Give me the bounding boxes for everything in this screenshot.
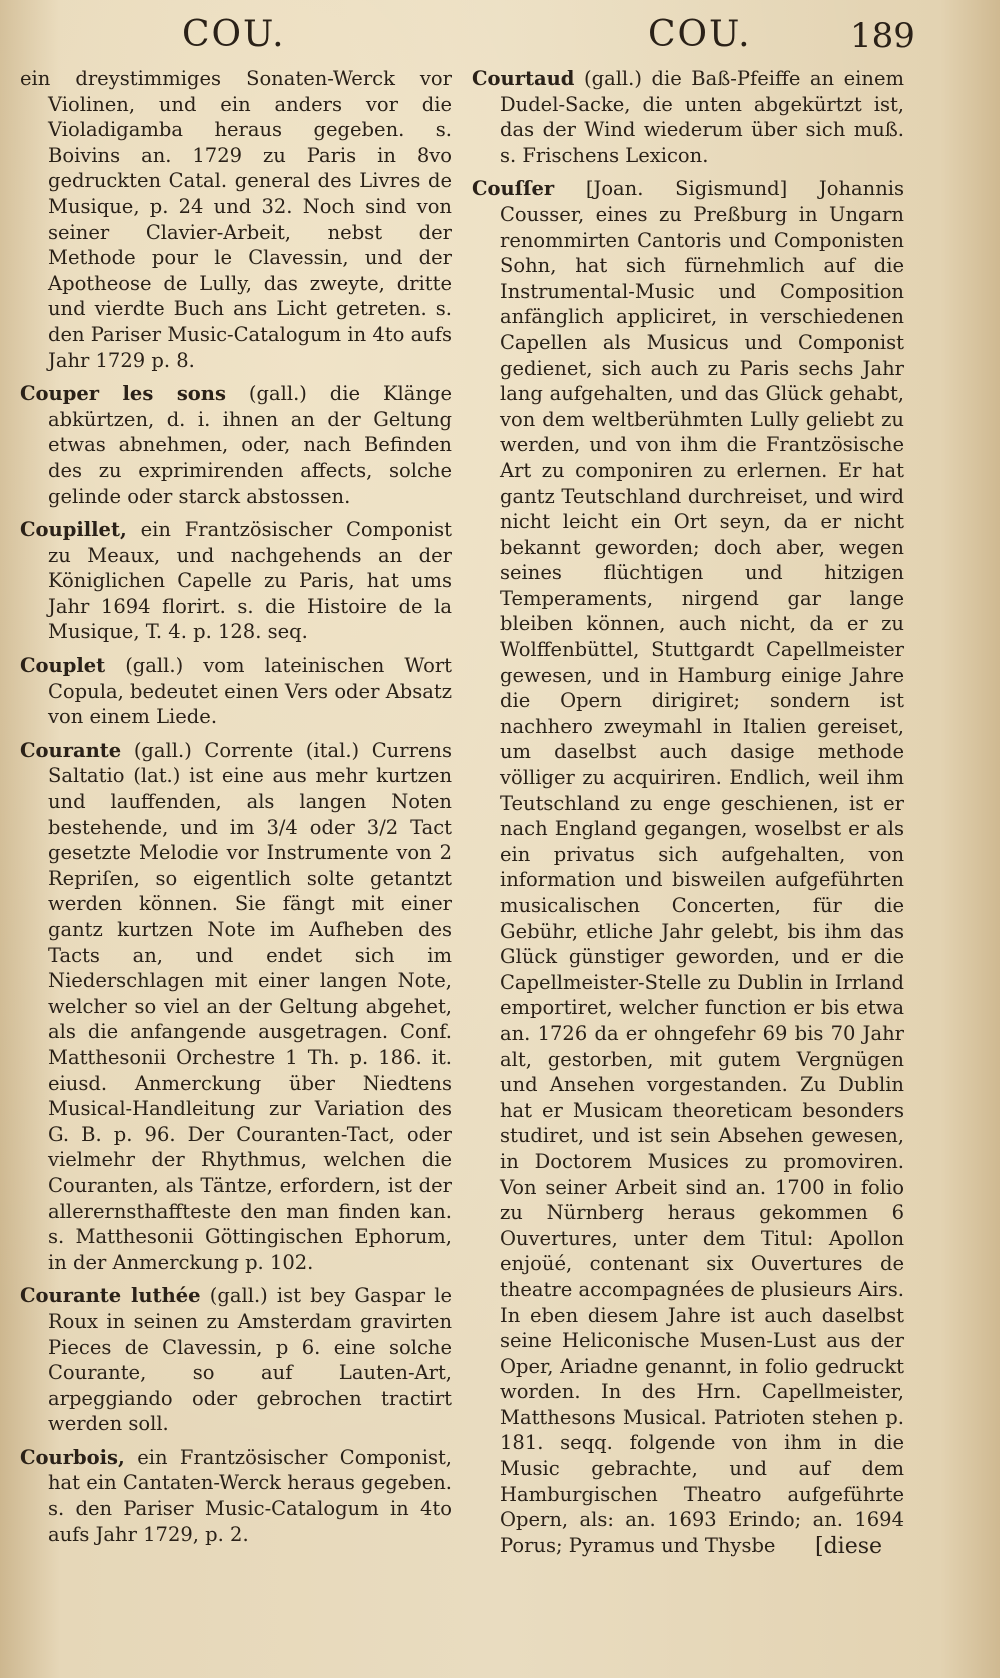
page-number: 189 [850, 16, 915, 56]
entry-headword: Courbois, [20, 1445, 125, 1469]
catchword: [diese [815, 1534, 883, 1559]
running-header [0, 14, 1000, 74]
entry-headword: Coupillet, [20, 518, 127, 542]
entry-headword: Couper les sons [20, 382, 226, 406]
entry-headword: Couplet [20, 654, 106, 678]
entry-text: [Joan. Sigismund] Johannis Cousser, eines zu Preßburg in Ungarn renommirten Cantoris und Componisten Sohn, hat sich fürnehmlich auf die Instrumental-Music und Composition anfänglich appliciret, in verschiedenen Capellen als Musicus und Componist gedienet, sich auch zu Paris sechs Jahr lang aufgehalten, und das Glück gehabt, von dem weltberühmten Lully geliebt zu werden, und von ihm die Frantzösische Art zu componiren zu erlernen. Er hat gantz Teutschland durchreiset, und wird nicht leicht ein Ort seyn, da er nicht bekannt geworden; doch aber, wegen seines flüchtigen und hitzigen Temperaments, nirgend gar lange bleiben können, auch nicht, da er zu Wolffenbüttel, Stuttgardt Capellmeister gewesen, und in Hamburg einige Jahre die Opern dirigiret; sondern ist nachhero zweymahl in Italien gereiset, um daselbst auch dasige methode völliger zu acquiriren. Endlich, weil ihm Teutschland zu enge geschienen, ist er nach England gegangen, woselbst er als ein privatus sich aufgehalten, von information und bisweilen aufgeführten musicalischen Concerten, für die Gebühr, etliche Jahr gelebt, bis ihm das Glück günstiger geworden, und er die Capellmeister-Stelle zu Dublin in Irrland emportiret, welcher function er bis etwa an. 1726 da er ohngefehr 69 bis 70 Jahr alt, gestorben, mit gutem Vergnügen und Ansehen vorgestanden. Zu Dublin hat er Musicam theoreticam besonders studiret, und ist sein Absehen gewesen, in Doctorem Musices zu promoviren. Von seiner Arbeit sind an. 1700 in folio zu Nürnberg heraus gekommen 6 Ouvertures, unter dem Titul: Apollon enjoüé, contenant six Ouvertures de theatre accompagnées de plusieurs Airs. In eben diesem Jahre ist auch daselbst seine Heliconische Musen-Lust aus der Oper, Ariadne genannt, in folio gedruckt worden. In des Hrn. Capellmeister, Matthesons Musical. Patrioten stehen p. 181. seqq. folgende von ihm in die Music gebrachte, und auf dem Hamburgischen Theatro aufgeführte Opern, als: an. 1693 Erindo; an. 1694 Porus; Pyramus und Thysbe [500, 177, 904, 1557]
entry-courbois [20, 1445, 452, 1547]
right-column [472, 66, 904, 1566]
entry-cousser [472, 176, 904, 1558]
entry-headword: Courtaud [472, 67, 575, 90]
left-running-title: COU. [182, 14, 286, 55]
entry-headword: Courante luthée [20, 1284, 201, 1308]
right-running-title: COU. [648, 14, 752, 55]
entry-courante-luthee [20, 1283, 452, 1437]
entry-continuation: ein dreystimmiges Sonaten-Werck vor Violinen, und ein anders vor die Violadigamba heraus gegeben. s. Boivins an. 1729 zu Paris in 8vo gedruckten Catal. general des Livres de Musique, p. 24 und 32. Noch sind von seiner Clavier-Arbeit, nebst der Methode pour le Clavessin, und der Apotheose de Lully, das zweyte, dritte und vierdte Buch ans Licht getreten. s. den Pariser Music-Catalogum in 4to aufs Jahr 1729 p. 8. [20, 67, 452, 372]
entry-headword: Couſſer [472, 177, 555, 201]
entry-courtaud [472, 66, 904, 168]
entry-text: (gall.) ist bey Gaspar le Roux in seinen zu Amsterdam gravirten Pieces de Clavessin, p 6. eine solche Courante, so auf Lauten-Art, arpeggiando oder gebrochen tractirt werden soll. [48, 1284, 453, 1436]
left-column [20, 66, 452, 1555]
entry-text: (gall.) Corrente (ital.) Currens Saltatio (lat.) ist eine aus mehr kurtzen und lauffenden, als langen Noten bestehende, und im 3/4 oder 3/2 Tact gesetzte Melodie vor Instrumente von 2 Repriſen, so eigentlich solte getantzt werden können. Sie fängt mit einer gantz kurtzen Note im Aufheben des Tacts an, und endet sich im Niederschlagen mit einer langen Note, welcher so viel an der Geltung abgehet, als die anfangende ausgetragen. Conf. Matthesonii Orchestre 1 Th. p. 186. it. eiusd. Anmerckung über Niedtens Musical-Handleitung zur Variation des G. B. p. 96. Der Couranten-Tact, oder vielmehr der Rhythmus, welchen die Couranten, als Täntze, erfordern, ist der allerernsthaffteste den man finden kan. s. Matthesonii Göttingischen Ephorum, in der Anmerckung p. 102. [48, 738, 452, 1274]
entry-couplet [20, 653, 452, 730]
entry-courante [20, 738, 452, 1275]
entry-couper-les-sons [20, 381, 452, 509]
entry-text: (gall.) die Klänge abkürtzen, d. i. ihnen an der Geltung etwas abnehmen, oder, nach Befinden des zu exprimirenden affects, solche gelinde oder starck abstossen. [48, 382, 452, 508]
entry-headword: Courante [20, 738, 122, 762]
entry-text: ein Frantzösischer Componist, hat ein Cantaten-Werck heraus gegeben. s. den Pariser Music-Catalogum in 4to aufs Jahr 1729, p. 2. [48, 1445, 453, 1546]
entry-text: (gall.) vom lateinischen Wort Copula, bedeutet einen Vers oder Absatz von einem Liede. [48, 654, 452, 729]
entry-coupillet [20, 517, 452, 645]
entry-text: (gall.) die Baß-Pfeiffe an einem Dudel-Sacke, die unten abgekürtzt ist, das der Wind wiederum über sich muß. s. Frischens Lexicon. [500, 67, 904, 167]
entry-text: ein Frantzösischer Componist zu Meaux, und nachgehends an der Königlichen Capelle zu Paris, hat ums Jahr 1694 florirt. s. die Histoire de la Musique, T. 4. p. 128. seq. [48, 518, 452, 644]
